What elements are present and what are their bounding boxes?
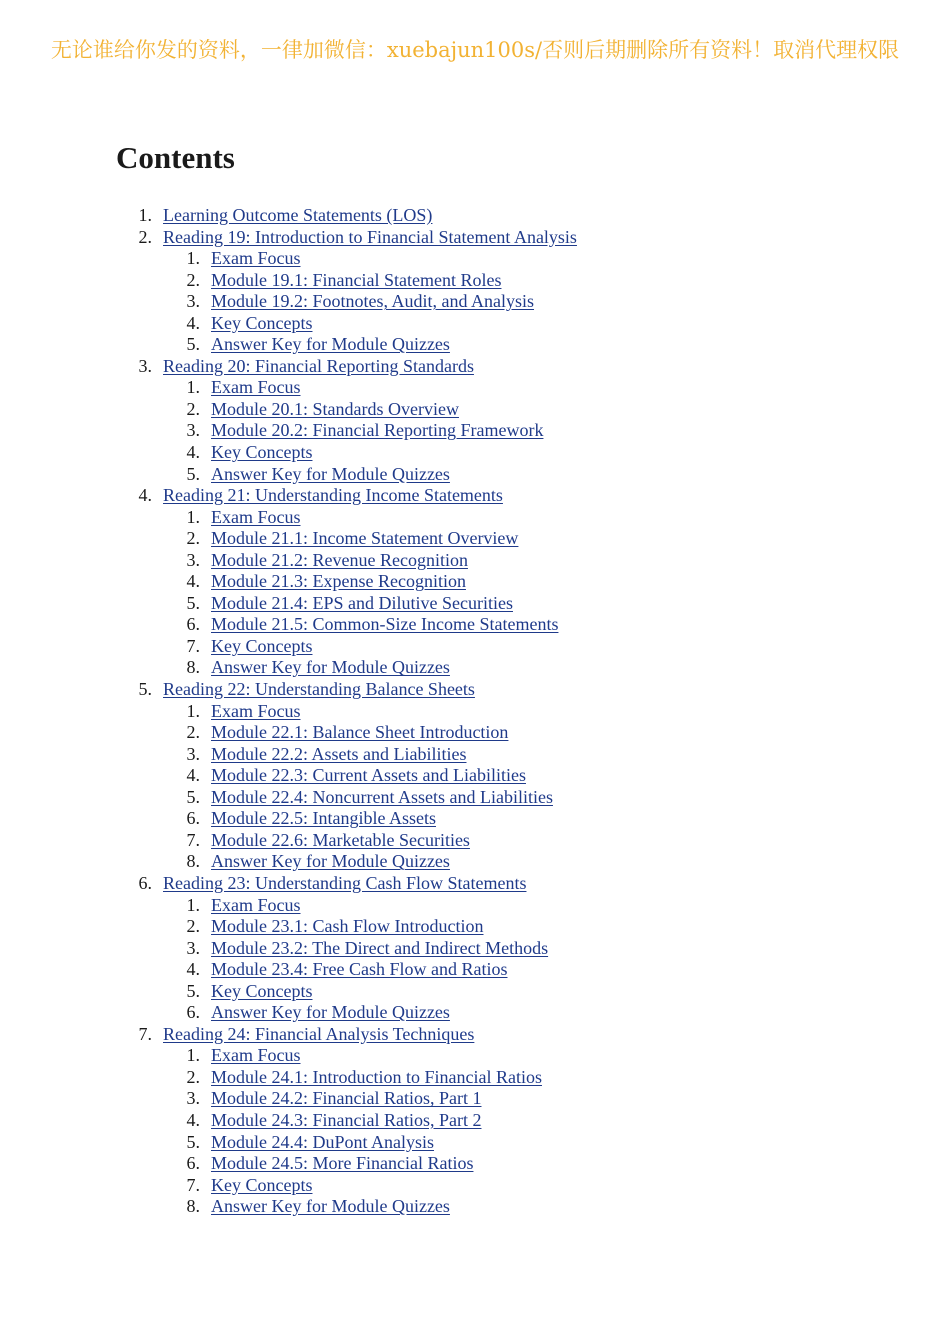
toc-link[interactable]: Exam Focus	[211, 894, 301, 915]
toc-item-number: 5.	[186, 786, 200, 807]
toc-item-number: 1.	[186, 248, 200, 269]
toc-chapter-row	[0, 873, 950, 895]
toc-link[interactable]: Exam Focus	[211, 506, 301, 527]
toc-section-row	[0, 916, 950, 938]
toc-link[interactable]: Module 22.5: Intangible Assets	[211, 808, 436, 829]
toc-item-number: 5.	[186, 592, 200, 613]
toc-item-number: 2.	[186, 398, 200, 419]
toc-link[interactable]: Module 23.1: Cash Flow Introduction	[211, 916, 484, 937]
toc-section-row	[0, 636, 950, 658]
toc-item-number: 7.	[138, 1023, 152, 1044]
toc-item-number: 1.	[186, 506, 200, 527]
toc-chapter-row	[0, 485, 950, 507]
toc-item-number: 4.	[138, 485, 152, 506]
toc-link[interactable]: Module 24.1: Introduction to Financial Ratios	[211, 1066, 542, 1087]
watermark-banner: 无论谁给你发的资料，一律加微信：xuebajun100s/否则后期删除所有资料！取消代理权限	[50, 38, 900, 62]
toc-link[interactable]: Answer Key for Module Quizzes	[211, 463, 450, 484]
toc-section-row	[0, 938, 950, 960]
toc-section-row	[0, 377, 950, 399]
toc-link[interactable]: Exam Focus	[211, 1045, 301, 1066]
toc-item-number: 8.	[186, 657, 200, 678]
toc-section-row	[0, 464, 950, 486]
toc-item-number: 6.	[138, 872, 152, 893]
toc-section-row	[0, 1088, 950, 1110]
toc-section-row	[0, 895, 950, 917]
toc-link[interactable]: Answer Key for Module Quizzes	[211, 1002, 450, 1023]
toc-link[interactable]: Key Concepts	[211, 980, 313, 1001]
toc-section-row	[0, 722, 950, 744]
toc-item-number: 4.	[186, 312, 200, 333]
toc-item-number: 7.	[186, 1174, 200, 1195]
toc-link[interactable]: Module 21.4: EPS and Dilutive Securities	[211, 592, 513, 613]
toc-link[interactable]: Answer Key for Module Quizzes	[211, 1196, 450, 1217]
toc-item-number: 6.	[186, 1153, 200, 1174]
toc-item-number: 5.	[186, 334, 200, 355]
toc-section-row	[0, 787, 950, 809]
toc-link[interactable]: Key Concepts	[211, 635, 313, 656]
toc-section-row	[0, 765, 950, 787]
toc-item-number: 5.	[186, 1131, 200, 1152]
toc-link[interactable]: Reading 21: Understanding Income Statements	[163, 485, 503, 506]
toc-link[interactable]: Reading 19: Introduction to Financial Statement Analysis	[163, 226, 577, 247]
toc-section-row	[0, 959, 950, 981]
toc-link[interactable]: Module 22.3: Current Assets and Liabilities	[211, 765, 526, 786]
toc-link[interactable]: Exam Focus	[211, 700, 301, 721]
toc-section-row	[0, 1153, 950, 1175]
toc-link[interactable]: Reading 24: Financial Analysis Techniques	[163, 1023, 475, 1044]
toc-item-number: 2.	[186, 269, 200, 290]
toc-link[interactable]: Module 21.1: Income Statement Overview	[211, 528, 519, 549]
toc-item-number: 8.	[186, 851, 200, 872]
toc-section-row	[0, 550, 950, 572]
toc-link[interactable]: Module 20.1: Standards Overview	[211, 398, 459, 419]
toc-item-number: 3.	[186, 549, 200, 570]
toc-item-number: 5.	[138, 679, 152, 700]
toc-item-number: 3.	[186, 937, 200, 958]
toc-link[interactable]: Key Concepts	[211, 442, 313, 463]
toc-section-row	[0, 507, 950, 529]
toc-section-row	[0, 1002, 950, 1024]
toc-item-number: 1.	[186, 700, 200, 721]
toc-link[interactable]: Module 21.3: Expense Recognition	[211, 571, 466, 592]
toc-link[interactable]: Exam Focus	[211, 248, 301, 269]
toc-section-row	[0, 1110, 950, 1132]
toc-section-row	[0, 571, 950, 593]
toc-section-row	[0, 528, 950, 550]
toc-link[interactable]: Reading 22: Understanding Balance Sheets	[163, 679, 475, 700]
toc-section-row	[0, 701, 950, 723]
toc-link[interactable]: Module 23.2: The Direct and Indirect Methods	[211, 937, 549, 958]
toc-section-row	[0, 399, 950, 421]
toc-link[interactable]: Module 21.2: Revenue Recognition	[211, 549, 468, 570]
toc-item-number: 5.	[186, 463, 200, 484]
toc-section-row	[0, 1175, 950, 1197]
toc-link[interactable]: Module 22.1: Balance Sheet Introduction	[211, 722, 509, 743]
toc-item-number: 2.	[186, 1066, 200, 1087]
toc-section-row	[0, 420, 950, 442]
toc-link[interactable]: Reading 23: Understanding Cash Flow Statements	[163, 872, 527, 893]
toc-link[interactable]: Module 20.2: Financial Reporting Framework	[211, 420, 544, 441]
toc-link[interactable]: Module 19.2: Footnotes, Audit, and Analysis	[211, 291, 535, 312]
toc-item-number: 2.	[186, 916, 200, 937]
toc-link[interactable]: Key Concepts	[211, 312, 313, 333]
toc-section-row	[0, 313, 950, 335]
toc-section-row	[0, 830, 950, 852]
toc-item-number: 2.	[138, 226, 152, 247]
toc-section-row	[0, 270, 950, 292]
toc-link[interactable]: Exam Focus	[211, 377, 301, 398]
toc-link[interactable]: Module 23.4: Free Cash Flow and Ratios	[211, 959, 508, 980]
toc-link[interactable]: Module 24.3: Financial Ratios, Part 2	[211, 1109, 482, 1130]
toc-item-number: 6.	[186, 1002, 200, 1023]
toc-chapter-row	[0, 356, 950, 378]
toc-section-row	[0, 593, 950, 615]
toc-item-number: 4.	[186, 765, 200, 786]
toc-item-number: 2.	[186, 528, 200, 549]
toc-section-row	[0, 744, 950, 766]
toc-link[interactable]: Module 22.2: Assets and Liabilities	[211, 743, 467, 764]
toc-item-number: 7.	[186, 829, 200, 850]
toc-item-number: 8.	[186, 1196, 200, 1217]
toc-item-number: 6.	[186, 808, 200, 829]
toc-section-row	[0, 614, 950, 636]
toc-chapter-row	[0, 679, 950, 701]
toc-section-row	[0, 981, 950, 1003]
toc-item-number: 3.	[186, 291, 200, 312]
table-of-contents	[0, 205, 950, 1218]
toc-link[interactable]: Module 22.4: Noncurrent Assets and Liabilities	[211, 786, 553, 807]
toc-item-number: 1.	[186, 377, 200, 398]
toc-section-row	[0, 291, 950, 313]
toc-section-row	[0, 1045, 950, 1067]
toc-item-number: 1.	[186, 1045, 200, 1066]
toc-item-number: 5.	[186, 980, 200, 1001]
toc-item-number: 4.	[186, 1109, 200, 1130]
toc-link[interactable]: Answer Key for Module Quizzes	[211, 657, 450, 678]
toc-link[interactable]: Key Concepts	[211, 1174, 313, 1195]
toc-item-number: 2.	[186, 722, 200, 743]
toc-item-number: 4.	[186, 442, 200, 463]
page-title: Contents	[116, 140, 235, 175]
toc-link[interactable]: Module 24.5: More Financial Ratios	[211, 1153, 474, 1174]
toc-link[interactable]: Module 24.2: Financial Ratios, Part 1	[211, 1088, 482, 1109]
toc-link[interactable]: Module 19.1: Financial Statement Roles	[211, 269, 502, 290]
toc-section-row	[0, 1067, 950, 1089]
toc-item-number: 1.	[138, 205, 152, 225]
toc-link[interactable]: Learning Outcome Statements (LOS)	[163, 205, 433, 225]
toc-link[interactable]: Module 21.5: Common-Size Income Statements	[211, 614, 559, 635]
toc-chapter-row	[0, 205, 950, 227]
toc-section-row	[0, 1196, 950, 1218]
toc-section-row	[0, 1132, 950, 1154]
toc-item-number: 3.	[138, 355, 152, 376]
toc-item-number: 1.	[186, 894, 200, 915]
toc-item-number: 4.	[186, 959, 200, 980]
toc-section-row	[0, 442, 950, 464]
toc-item-number: 4.	[186, 571, 200, 592]
toc-item-number: 3.	[186, 743, 200, 764]
toc-section-row	[0, 851, 950, 873]
toc-link[interactable]: Answer Key for Module Quizzes	[211, 334, 450, 355]
toc-item-number: 3.	[186, 420, 200, 441]
toc-link[interactable]: Module 24.4: DuPont Analysis	[211, 1131, 435, 1152]
toc-section-row	[0, 657, 950, 679]
toc-chapter-row	[0, 227, 950, 249]
toc-item-number: 3.	[186, 1088, 200, 1109]
toc-link[interactable]: Answer Key for Module Quizzes	[211, 851, 450, 872]
toc-section-row	[0, 808, 950, 830]
toc-section-row	[0, 248, 950, 270]
toc-item-number: 6.	[186, 614, 200, 635]
toc-section-row	[0, 334, 950, 356]
toc-link[interactable]: Module 22.6: Marketable Securities	[211, 829, 470, 850]
toc-link[interactable]: Reading 20: Financial Reporting Standards	[163, 355, 474, 376]
toc-item-number: 7.	[186, 635, 200, 656]
toc-chapter-row	[0, 1024, 950, 1046]
